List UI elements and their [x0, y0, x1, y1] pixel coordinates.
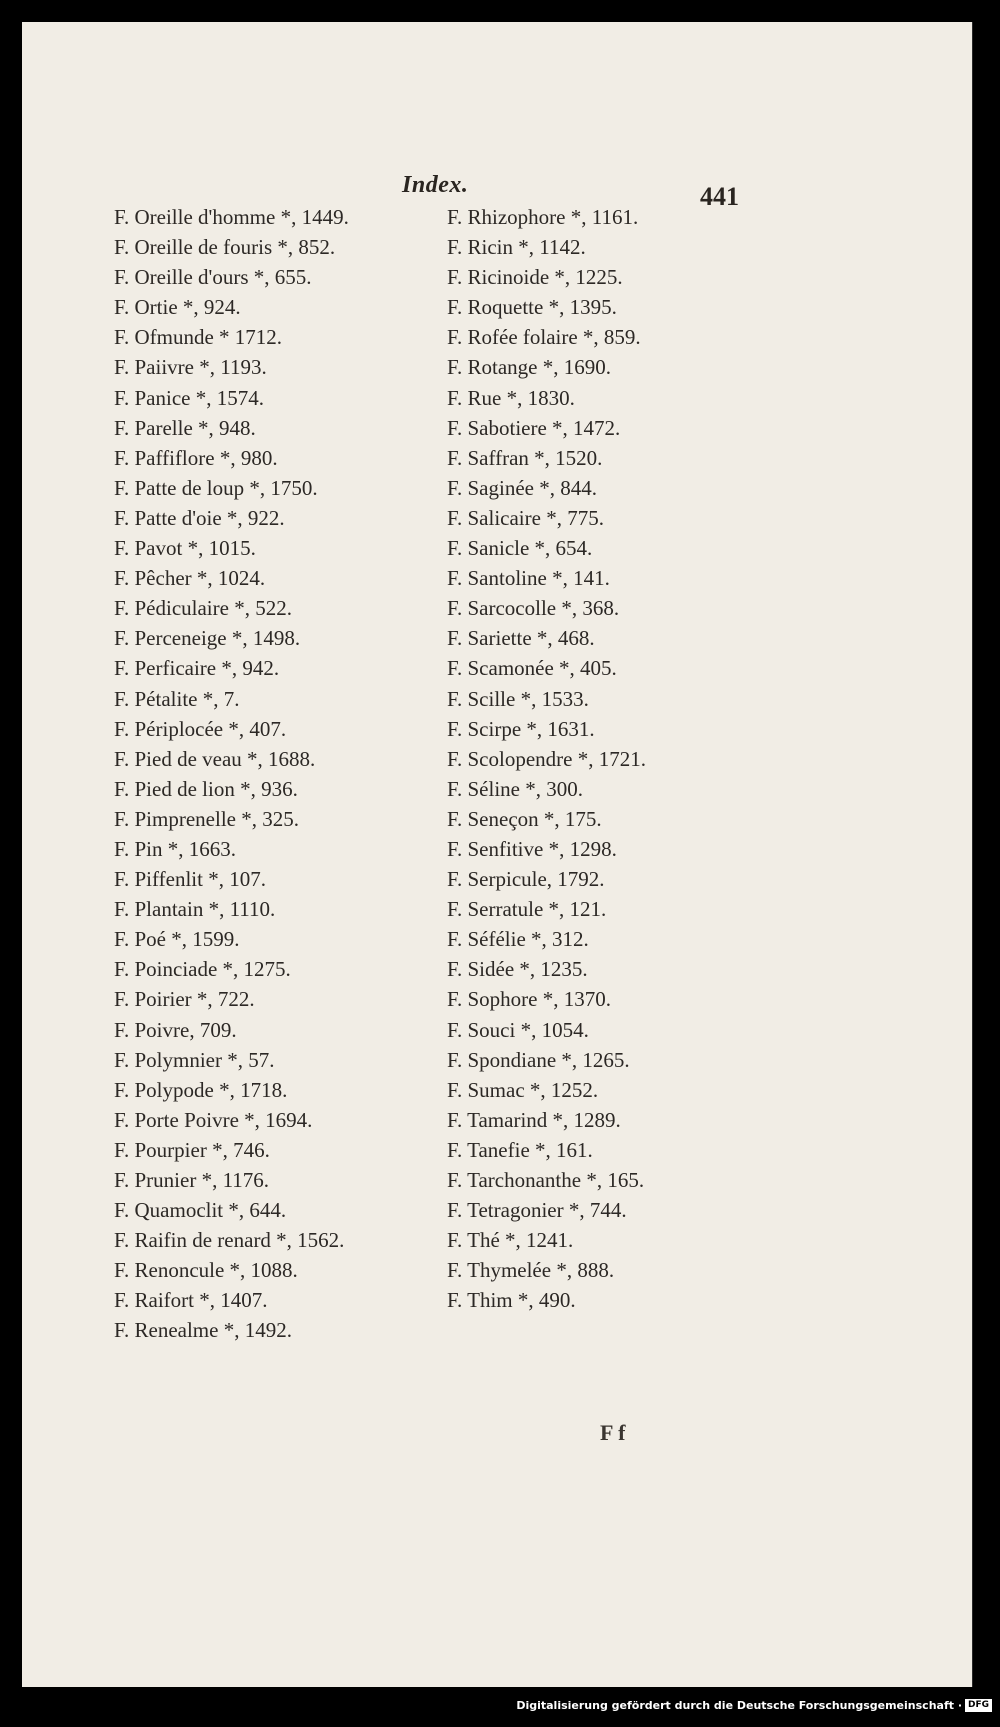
index-entry: F. Salicaire *, 775. [447, 505, 604, 530]
index-entry: F. Roquette *, 1395. [447, 295, 617, 320]
index-entry: F. Paiivre *, 1193. [114, 355, 267, 380]
index-entry: F. Scamonée *, 405. [447, 656, 617, 681]
index-entry: F. Oreille de fouris *, 852. [114, 235, 336, 260]
index-entry: F. Serpicule, 1792. [447, 867, 605, 892]
index-entry: F. Senfitive *, 1298. [447, 836, 617, 861]
index-entry: F. Saffran *, 1520. [447, 445, 603, 470]
index-entry: F. Polypode *, 1718. [114, 1077, 288, 1102]
index-entry: F. Ricin *, 1142. [447, 235, 586, 260]
index-entry: F. Perceneige *, 1498. [114, 626, 301, 651]
index-entry: F. Pédiculaire *, 522. [114, 596, 292, 621]
index-entry: F. Tanefie *, 161. [447, 1137, 593, 1162]
index-entry: F. Polymnier *, 57. [114, 1047, 275, 1072]
index-entry: F. Rhizophore *, 1161. [447, 205, 639, 229]
index-entry: F. Tarchonanthe *, 165. [447, 1168, 645, 1192]
index-entry: F. Ortie *, 924. [114, 295, 241, 320]
index-entry: F. Santoline *, 141. [447, 566, 610, 591]
running-title: Index. [402, 172, 469, 198]
page-number: 441 [700, 182, 739, 211]
index-entry: F. Patte d'oie *, 922. [114, 505, 285, 530]
index-entry: F. Thymelée *, 888. [447, 1258, 615, 1283]
index-entry: F. Sanicle *, 654. [447, 536, 593, 561]
index-entry: F. Pavot *, 1015. [114, 536, 256, 561]
index-entry: F. Poivre, 709. [114, 1017, 237, 1042]
index-entry: F. Scille *, 1533. [447, 686, 589, 711]
index-entry: F. Poé *, 1599. [114, 927, 240, 952]
index-entry: F. Pourpier *, 746. [114, 1137, 270, 1162]
index-entry: F. Sumac *, 1252. [447, 1077, 599, 1102]
index-entry: F. Thim *, 490. [447, 1288, 576, 1313]
index-entry: F. Scolopendre *, 1721. [447, 746, 646, 771]
index-entry: F. Raifin de renard *, 1562. [114, 1228, 345, 1253]
index-entry: F. Oreille d'ours *, 655. [114, 265, 312, 290]
index-entry: F. Pêcher *, 1024. [114, 566, 266, 591]
index-entry: F. Souci *, 1054. [447, 1017, 589, 1042]
index-entry: F. Perficaire *, 942. [114, 656, 280, 681]
index-entry: F. Poinciade *, 1275. [114, 957, 291, 982]
index-entry: F. Séfélie *, 312. [447, 927, 589, 952]
index-entry: F. Piffenlit *, 107. [114, 867, 266, 892]
dfg-logo: DFG [965, 1699, 992, 1712]
index-entry: F. Ricinoide *, 1225. [447, 265, 623, 290]
index-entry: F. Panice *, 1574. [114, 385, 264, 410]
index-entry: F. Sabotiere *, 1472. [447, 415, 621, 440]
index-column-right [447, 202, 646, 1315]
catchword: F f [600, 1420, 626, 1445]
index-entry: F. Raifort *, 1407. [114, 1288, 268, 1313]
index-entry: F. Périplocée *, 407. [114, 716, 287, 741]
index-entry: F. Paffiflore *, 980. [114, 445, 278, 470]
index-entry: F. Tamarind *, 1289. [447, 1107, 621, 1132]
index-entry: F. Parelle *, 948. [114, 415, 256, 440]
index-entry: F. Sidée *, 1235. [447, 957, 588, 982]
index-entry: F. Sophore *, 1370. [447, 987, 611, 1012]
index-entry: F. Thé *, 1241. [447, 1228, 574, 1253]
index-entry: F. Scirpe *, 1631. [447, 716, 595, 741]
index-entry: F. Rofée folaire *, 859. [447, 325, 641, 350]
index-entry: F. Pimprenelle *, 325. [114, 806, 299, 831]
index-entry: F. Poirier *, 722. [114, 987, 255, 1012]
index-entry: F. Renealme *, 1492. [114, 1318, 292, 1343]
index-entry: F. Ofmunde * 1712. [114, 325, 283, 350]
footer-bar [0, 1687, 1000, 1727]
index-entry: F. Seneçon *, 175. [447, 806, 602, 831]
index-entry: F. Rue *, 1830. [447, 385, 575, 410]
index-entry: F. Pétalite *, 7. [114, 686, 240, 711]
index-entry: F. Prunier *, 1176. [114, 1168, 270, 1192]
book-page [22, 22, 973, 1687]
index-entry: F. Oreille d'homme *, 1449. [114, 205, 349, 229]
index-entry: F. Tetragonier *, 744. [447, 1198, 627, 1223]
index-entry: F. Saginée *, 844. [447, 475, 597, 500]
index-entry: F. Quamoclit *, 644. [114, 1198, 287, 1223]
index-entry: F. Serratule *, 121. [447, 897, 607, 922]
index-entry: F. Renoncule *, 1088. [114, 1258, 298, 1283]
index-entry: F. Sariette *, 468. [447, 626, 595, 651]
index-entry: F. Séline *, 300. [447, 776, 583, 801]
index-entry: F. Sarcocolle *, 368. [447, 596, 620, 621]
index-entry: F. Plantain *, 1110. [114, 897, 276, 922]
index-entry: F. Rotange *, 1690. [447, 355, 611, 380]
index-entry: F. Pin *, 1663. [114, 836, 237, 861]
index-column-left [114, 202, 349, 1346]
index-entry: F. Spondiane *, 1265. [447, 1047, 630, 1072]
digitization-credit: Digitalisierung gefördert durch die Deutsche Forschungsgemeinschaft · [516, 1699, 962, 1712]
index-entry: F. Pied de veau *, 1688. [114, 746, 316, 771]
index-entry: F. Pied de lion *, 936. [114, 776, 298, 801]
index-entry: F. Porte Poivre *, 1694. [114, 1107, 313, 1132]
index-entry: F. Patte de loup *, 1750. [114, 475, 318, 500]
